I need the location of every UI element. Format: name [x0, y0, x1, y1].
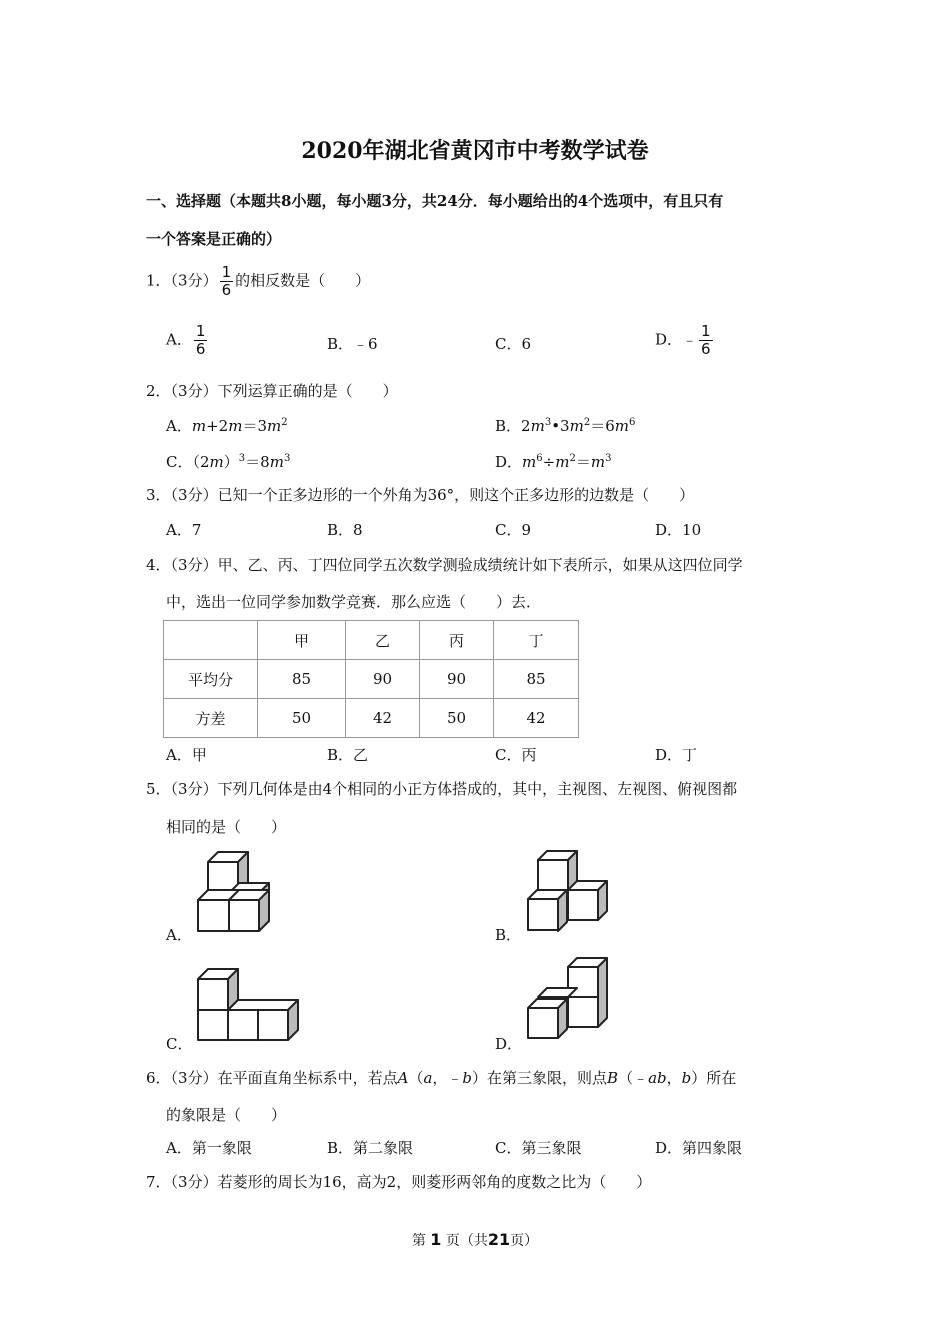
- table-cell: 42: [346, 699, 420, 738]
- math-var: m: [269, 453, 284, 471]
- table-cell: [164, 621, 258, 660]
- math-text: 2: [521, 417, 531, 435]
- question-4-line1: [146, 554, 743, 575]
- question-5-line2: 相同的是（ ）: [166, 818, 287, 836]
- table-row: [164, 699, 579, 738]
- question-number: 4．: [146, 556, 171, 574]
- cube-figure-c: [190, 965, 302, 1045]
- math-var: b: [681, 1069, 692, 1087]
- question-3: [146, 484, 694, 505]
- option-label: D．﹣: [655, 330, 698, 349]
- exponent: 3: [283, 453, 291, 464]
- question-number: 3．: [146, 486, 171, 504]
- math-var: m: [522, 453, 537, 471]
- q5-option-d[interactable]: D．: [495, 1035, 523, 1053]
- q2-option-d[interactable]: [495, 451, 611, 472]
- math-text: （: [408, 1069, 424, 1087]
- q2-option-b[interactable]: [495, 415, 635, 436]
- question-6-line1: [146, 1067, 736, 1088]
- q2-option-a[interactable]: [166, 415, 288, 436]
- fraction-denominator: 6: [221, 281, 232, 299]
- q4-option-c[interactable]: C．丙: [495, 746, 537, 764]
- question-6-line2: 的象限是（ ）: [166, 1106, 287, 1124]
- q4-option-b[interactable]: B．乙: [327, 746, 369, 764]
- q3-option-c[interactable]: C．9: [495, 521, 532, 539]
- question-5-line1: [146, 778, 737, 799]
- q6-option-d[interactable]: D．第四象限: [655, 1139, 743, 1157]
- q4-option-a[interactable]: A．甲: [166, 746, 207, 764]
- fraction: [699, 323, 713, 358]
- fraction-numerator: 1: [195, 322, 206, 340]
- section-header-line1: 一、选择题（本题共8小题，每小题3分，共24分．每小题给出的4个选项中，有且只有: [146, 192, 724, 210]
- math-var: m: [228, 417, 243, 435]
- math-var: m: [209, 453, 224, 471]
- question-text: ）在第三象限，则点: [472, 1069, 608, 1087]
- footer-text: 页）: [510, 1233, 539, 1249]
- table-row: [164, 660, 579, 699]
- exponent: 3: [605, 453, 612, 464]
- math-text: •3: [551, 417, 570, 435]
- q1-option-a[interactable]: [166, 323, 209, 358]
- option-label: A．: [166, 417, 192, 435]
- math-var: m: [590, 453, 606, 471]
- exponent: 2: [281, 417, 288, 428]
- table-cell: 85: [494, 660, 579, 699]
- fraction-numerator: 1: [221, 263, 232, 281]
- math-text: ）: [223, 453, 239, 471]
- footer-text: 第: [411, 1233, 426, 1249]
- page-number: 1: [430, 1230, 442, 1249]
- option-label: C．: [166, 453, 193, 471]
- table-header-cell: 丙: [420, 621, 494, 660]
- math-text: （2: [192, 453, 210, 471]
- scores-table: [163, 620, 579, 738]
- math-var: m: [614, 417, 629, 435]
- option-label: A．: [166, 330, 192, 349]
- table-header-row: [164, 621, 579, 660]
- table-header-cell: 乙: [346, 621, 420, 660]
- question-text: （3分）下列运算正确的是（ ）: [170, 382, 398, 400]
- math-var: b: [462, 1069, 473, 1087]
- question-text: 的相反数是（ ）: [235, 271, 371, 290]
- math-text: ，﹣: [432, 1069, 463, 1087]
- table-cell: 42: [494, 699, 579, 738]
- table-row-label: 方差: [164, 699, 258, 738]
- q3-option-d[interactable]: D．10: [655, 521, 702, 539]
- question-number: 7．: [146, 1173, 171, 1191]
- fraction: [220, 264, 234, 299]
- math-var: a: [423, 1069, 433, 1087]
- question-number: 6．: [146, 1069, 171, 1087]
- q5-option-c[interactable]: C．: [166, 1035, 193, 1053]
- math-var: B: [607, 1069, 619, 1087]
- option-label: D．: [495, 453, 523, 471]
- exponent: 6: [536, 453, 543, 464]
- question-text: （3分）下列几何体是由4个相同的小正方体搭成的，其中，主视图、左视图、俯视图都: [170, 780, 738, 798]
- section-header-line2: 一个答案是正确的）: [146, 230, 282, 248]
- table-cell: 50: [420, 699, 494, 738]
- fraction-numerator: 1: [701, 322, 711, 340]
- q5-option-a[interactable]: A．: [166, 926, 192, 944]
- total-pages: 21: [487, 1230, 511, 1249]
- exponent: 2: [569, 453, 576, 464]
- math-text: （﹣: [618, 1069, 649, 1087]
- math-var: A: [397, 1069, 409, 1087]
- math-var: m: [191, 417, 207, 435]
- question-number: 2．: [146, 382, 171, 400]
- page-title: 2020年湖北省黄冈市中考数学试卷: [301, 138, 649, 164]
- exponent: 6: [628, 417, 636, 428]
- math-text: ，: [666, 1069, 682, 1087]
- q4-option-d[interactable]: D．丁: [655, 746, 698, 764]
- q5-option-b[interactable]: B．: [495, 926, 522, 944]
- exponent: 2: [583, 417, 591, 428]
- q6-option-c[interactable]: C．第三象限: [495, 1139, 582, 1157]
- q3-option-a[interactable]: A．7: [166, 521, 202, 539]
- math-text: ＝3: [242, 417, 267, 435]
- cube-figure-a: [190, 848, 280, 936]
- question-text: （3分）在平面直角坐标系中，若点: [170, 1069, 398, 1087]
- question-text: ）所在: [691, 1069, 737, 1087]
- cube-figure-b: [522, 848, 614, 934]
- table-cell: 90: [420, 660, 494, 699]
- math-text: ＝6: [590, 417, 615, 435]
- q6-option-a[interactable]: A．第一象限: [166, 1139, 252, 1157]
- question-7: [146, 1171, 651, 1192]
- exponent: 3: [238, 453, 246, 464]
- math-text: ＝8: [245, 453, 270, 471]
- question-score: （3分）: [170, 271, 218, 290]
- table-cell: 50: [258, 699, 346, 738]
- q1-option-c[interactable]: C．6: [495, 335, 532, 353]
- math-var: m: [555, 453, 570, 471]
- fraction-denominator: 6: [701, 340, 711, 358]
- cube-shape: [198, 852, 269, 931]
- question-number: 5．: [146, 780, 171, 798]
- question-2: [146, 380, 398, 401]
- math-var: m: [569, 417, 584, 435]
- q1-option-d[interactable]: [655, 323, 715, 358]
- table-row-label: 平均分: [164, 660, 258, 699]
- footer-text: 页（共: [445, 1233, 488, 1249]
- question-text: （3分）若菱形的周长为16，高为2，则菱形两邻角的度数之比为（ ）: [170, 1173, 652, 1191]
- q3-option-b[interactable]: B．8: [327, 521, 363, 539]
- math-var: m: [266, 417, 282, 435]
- q2-option-c[interactable]: [166, 451, 290, 472]
- math-var: ab: [648, 1069, 667, 1087]
- q6-option-b[interactable]: B．第二象限: [327, 1139, 414, 1157]
- cube-shape: [528, 958, 607, 1038]
- cube-shape: [528, 851, 607, 931]
- option-label: B．: [495, 417, 522, 435]
- q1-option-b[interactable]: B．﹣6: [327, 335, 378, 353]
- question-1: [146, 264, 370, 299]
- cube-shape: [198, 969, 298, 1040]
- table-header-cell: 甲: [258, 621, 346, 660]
- page-footer: [0, 1230, 950, 1250]
- math-text: +2: [206, 417, 229, 435]
- fraction-denominator: 6: [195, 340, 206, 358]
- question-4-line2: 中，选出一位同学参加数学竞赛．那么应选（ ）去．: [166, 593, 542, 611]
- math-text: ＝: [575, 453, 591, 471]
- exponent: 3: [544, 417, 552, 428]
- math-var: m: [530, 417, 545, 435]
- fraction: [194, 323, 208, 358]
- question-text: （3分）已知一个正多边形的一个外角为36°，则这个正多边形的边数是（ ）: [170, 486, 695, 504]
- question-text: （3分）甲、乙、丙、丁四位同学五次数学测验成绩统计如下表所示，如果从这四位同学: [170, 556, 743, 574]
- table-header-cell: 丁: [494, 621, 579, 660]
- math-text: ÷: [542, 453, 556, 471]
- question-number: 1．: [146, 271, 171, 290]
- table-cell: 90: [346, 660, 420, 699]
- table-cell: 85: [258, 660, 346, 699]
- cube-figure-d: [522, 955, 614, 1045]
